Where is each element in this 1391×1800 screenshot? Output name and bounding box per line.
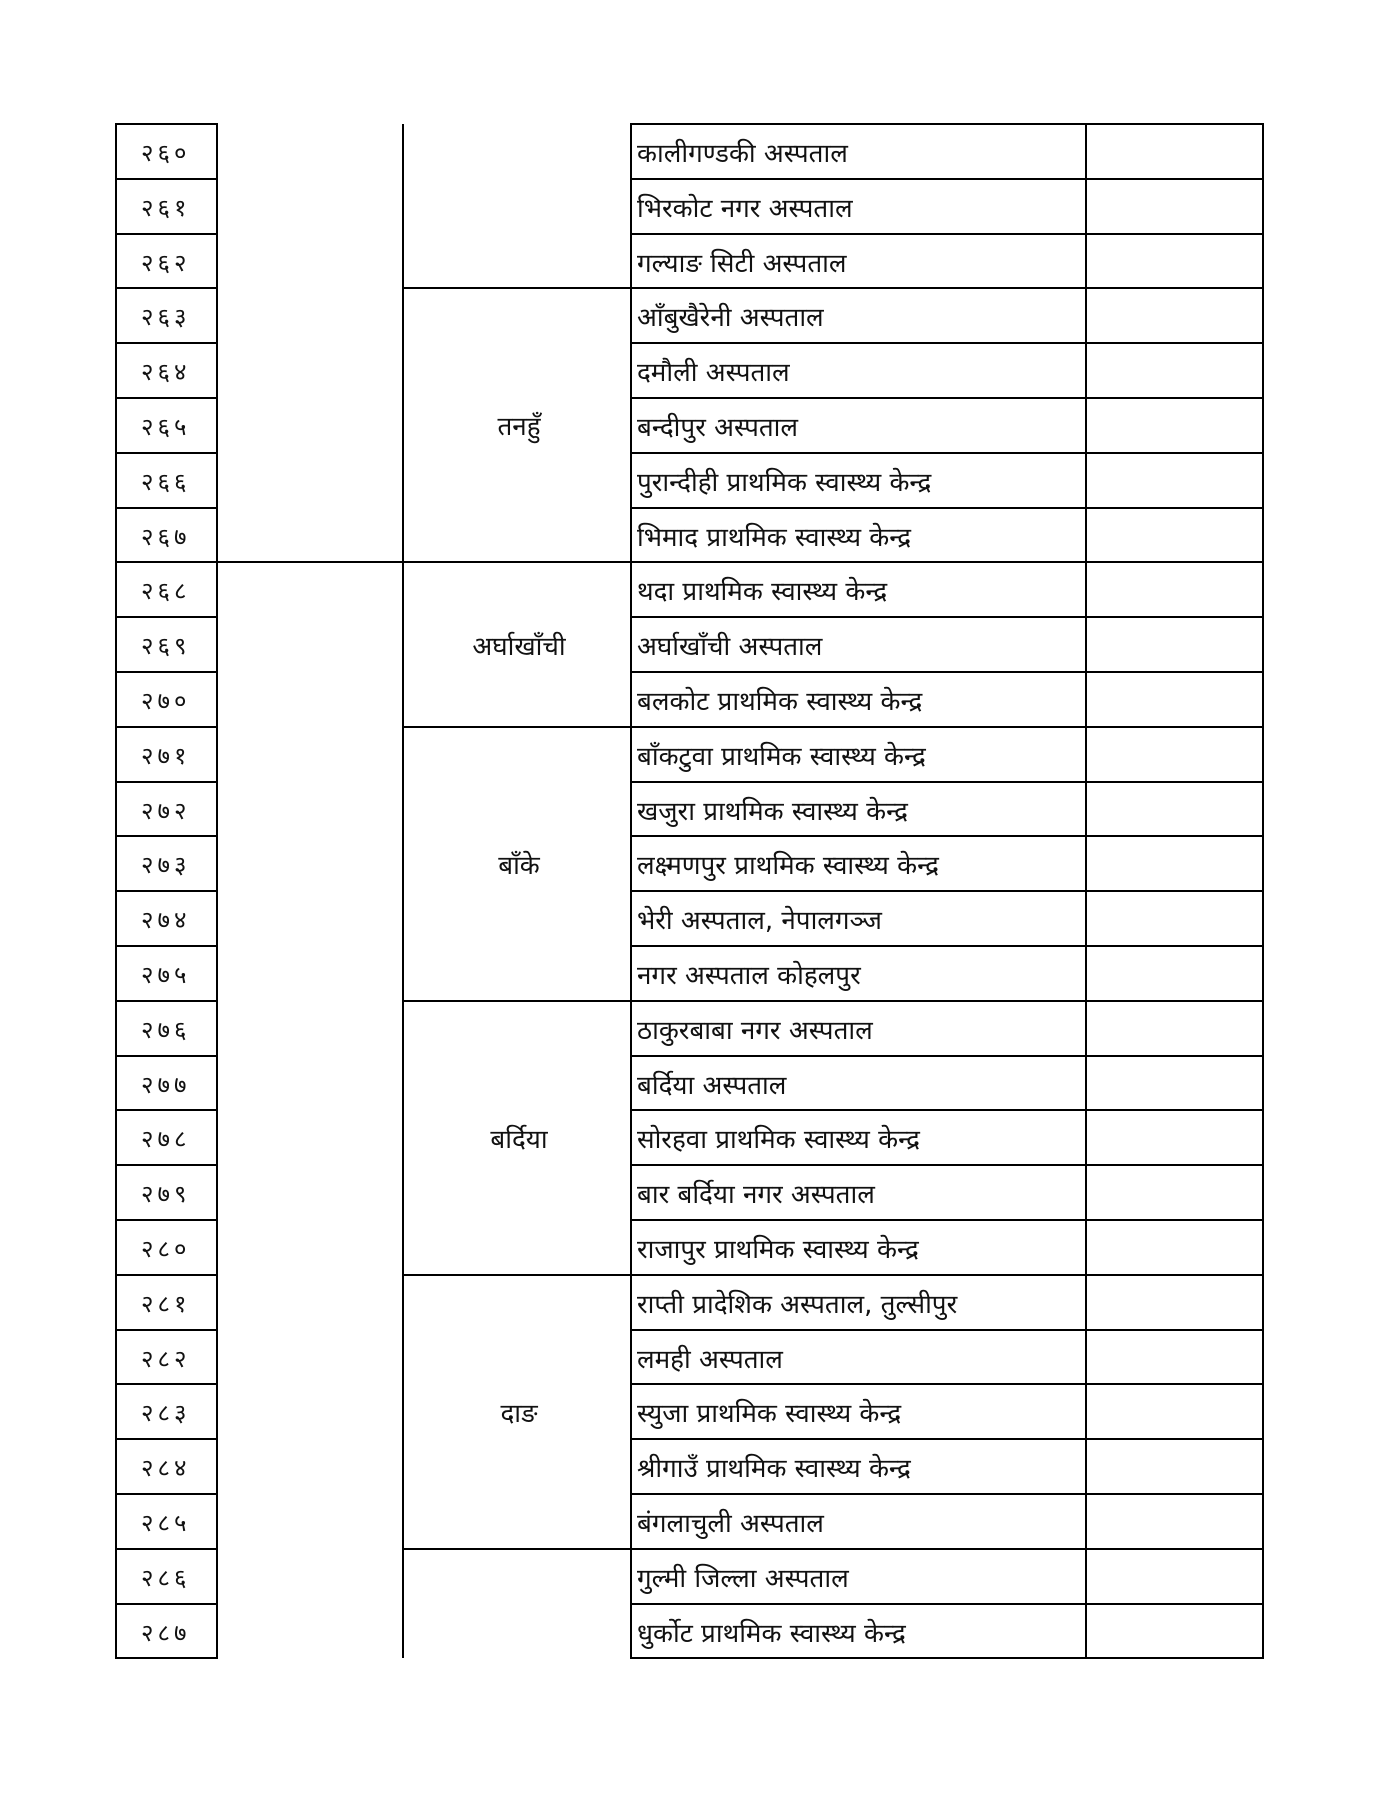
district-name: अर्घाखाँची <box>472 631 566 662</box>
remarks-cell <box>1088 618 1264 672</box>
remarks-cell <box>1088 289 1264 343</box>
row-number: २६२ <box>141 248 191 277</box>
district-name: दाङ <box>500 1399 538 1429</box>
facility-name: राप्ती प्रादेशिक अस्पताल, तुल्सीपुर <box>637 1290 958 1320</box>
row-number: २७४ <box>141 905 191 934</box>
facility-name: बन्दीपुर अस्पताल <box>637 413 799 443</box>
remarks-cell <box>1088 344 1264 398</box>
row-number: २७७ <box>141 1070 191 1099</box>
facility-name: गल्याङ सिटी अस्पताल <box>637 249 847 279</box>
facility-name: लमही अस्पताल <box>637 1345 783 1375</box>
remarks-cell <box>1088 1440 1264 1494</box>
district-name: तनहुँ <box>497 412 541 442</box>
facility-name: कालीगण्डकी अस्पताल <box>637 139 848 169</box>
district-name: बाँके <box>498 851 540 881</box>
row-number: २८५ <box>141 1508 191 1537</box>
facility-name: दमौली अस्पताल <box>637 358 790 388</box>
remarks-cell <box>1088 673 1264 727</box>
row-number: २८१ <box>141 1289 191 1318</box>
row-number: २७८ <box>141 1124 191 1153</box>
facility-name: भिमाद प्राथमिक स्वास्थ्य केन्द्र <box>637 523 912 553</box>
facility-name: बार बर्दिया नगर अस्पताल <box>637 1180 875 1210</box>
row-number: २८२ <box>141 1344 191 1373</box>
row-number: २८४ <box>141 1453 191 1482</box>
remarks-cell <box>1088 1331 1264 1385</box>
remarks-cell <box>1088 728 1264 782</box>
remarks-cell <box>1088 837 1264 891</box>
facility-name: ठाकुरबाबा नगर अस्पताल <box>637 1016 873 1046</box>
facility-name: सोरहवा प्राथमिक स्वास्थ्य केन्द्र <box>637 1125 920 1155</box>
facility-name: स्युजा प्राथमिक स्वास्थ्य केन्द्र <box>637 1399 902 1429</box>
remarks-cell <box>1088 1495 1264 1549</box>
remarks-cell <box>1088 1605 1264 1659</box>
remarks-cell <box>1088 1166 1264 1220</box>
row-number: २७१ <box>141 741 191 770</box>
remarks-cell <box>1088 1111 1264 1165</box>
remarks-cell <box>1088 1385 1264 1439</box>
facility-name: लक्ष्मणपुर प्राथमिक स्वास्थ्य केन्द्र <box>637 851 939 881</box>
remarks-cell <box>1088 563 1264 617</box>
remarks-cell <box>1088 892 1264 946</box>
remarks-cell <box>1088 125 1264 179</box>
row-number: २६४ <box>141 357 191 386</box>
facility-name: आँबुखैरेनी अस्पताल <box>637 303 824 333</box>
row-number: २७६ <box>141 1015 191 1044</box>
facility-name: नगर अस्पताल कोहलपुर <box>637 961 861 991</box>
facility-name: बर्दिया अस्पताल <box>637 1071 787 1101</box>
remarks-cell <box>1088 1221 1264 1275</box>
facility-name: अर्घाखाँची अस्पताल <box>637 632 823 662</box>
remarks-cell <box>1088 454 1264 508</box>
row-number: २६० <box>141 138 191 167</box>
province-col-right-border <box>402 124 404 1658</box>
row-number: २८३ <box>141 1398 191 1427</box>
facility-name: थदा प्राथमिक स्वास्थ्य केन्द्र <box>637 577 888 607</box>
remarks-cell <box>1088 1276 1264 1330</box>
row-number: २७५ <box>141 960 191 989</box>
remarks-cell <box>1088 1550 1264 1604</box>
district-name: बर्दिया <box>490 1125 548 1155</box>
facility-name: पुरान्दीही प्राथमिक स्वास्थ्य केन्द्र <box>637 468 932 498</box>
facility-name: राजापुर प्राथमिक स्वास्थ्य केन्द्र <box>637 1235 919 1265</box>
row-number: २७२ <box>141 796 191 825</box>
row-number: २६१ <box>141 193 191 222</box>
remarks-cell <box>1088 235 1264 289</box>
remarks-cell <box>1088 399 1264 453</box>
row-number: २७३ <box>141 850 191 879</box>
row-number: २८० <box>141 1234 191 1263</box>
province-rule <box>216 561 404 563</box>
facility-name: भेरी अस्पताल, नेपालगञ्ज <box>637 906 882 936</box>
facility-name: भिरकोट नगर अस्पताल <box>637 194 853 224</box>
row-number: २६३ <box>141 302 191 331</box>
remarks-cell <box>1088 1057 1264 1111</box>
facility-name: श्रीगाउँ प्राथमिक स्वास्थ्य केन्द्र <box>637 1454 911 1484</box>
row-number: २७० <box>141 686 191 715</box>
row-number: २६८ <box>141 576 191 605</box>
remarks-cell <box>1088 947 1264 1001</box>
remarks-cell <box>1088 783 1264 837</box>
row-number: २६५ <box>141 412 191 441</box>
row-number: २६७ <box>141 522 191 551</box>
row-number: २८७ <box>141 1618 191 1647</box>
row-number: २६६ <box>141 467 191 496</box>
facility-name: गुल्मी जिल्ला अस्पताल <box>637 1564 849 1594</box>
facility-name: खजुरा प्राथमिक स्वास्थ्य केन्द्र <box>637 797 908 827</box>
remarks-cell <box>1088 1002 1264 1056</box>
facility-name: धुर्कोट प्राथमिक स्वास्थ्य केन्द्र <box>637 1619 906 1649</box>
row-number: २७९ <box>141 1179 191 1208</box>
facility-name: बंगलाचुली अस्पताल <box>637 1509 824 1539</box>
remarks-cell <box>1088 509 1264 563</box>
facility-name: बलकोट प्राथमिक स्वास्थ्य केन्द्र <box>637 687 923 717</box>
facility-name: बाँकटुवा प्राथमिक स्वास्थ्य केन्द्र <box>637 742 926 772</box>
row-number: २६९ <box>141 631 191 660</box>
row-number: २८६ <box>141 1563 191 1592</box>
remarks-cell <box>1088 180 1264 234</box>
